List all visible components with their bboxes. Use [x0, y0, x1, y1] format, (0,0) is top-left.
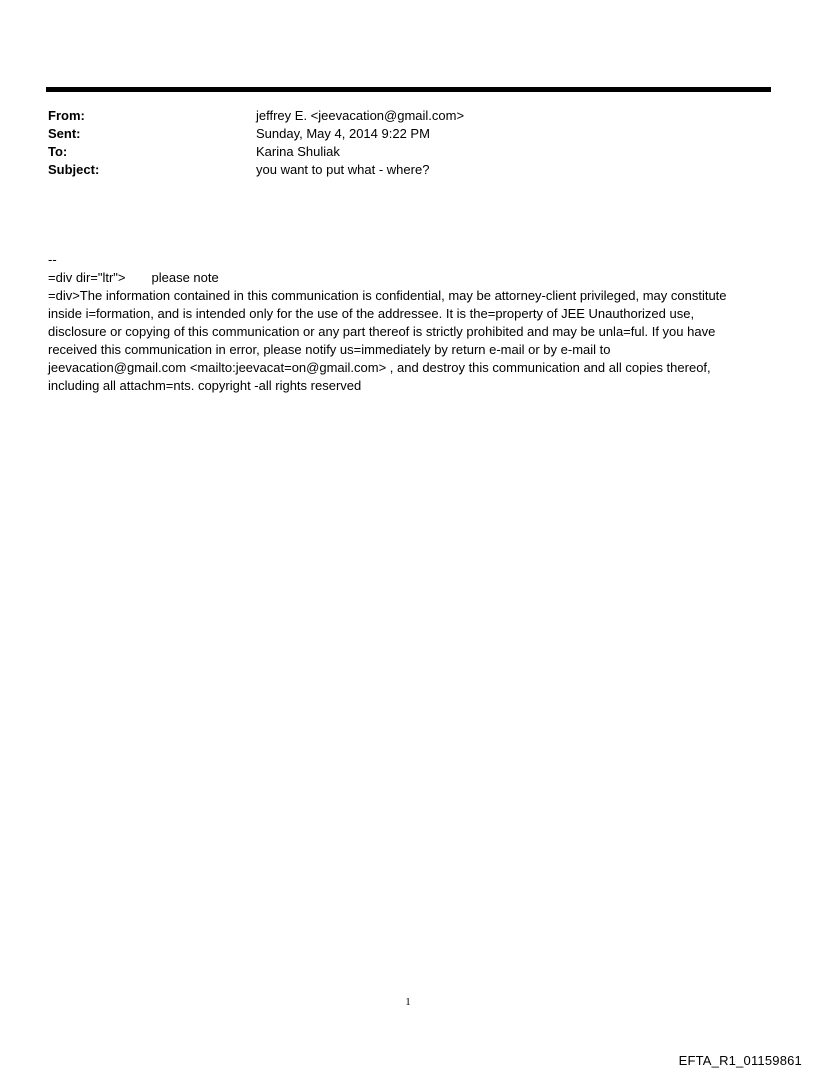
email-body: [48, 251, 773, 395]
confidentiality-notice-line: jeevacation@gmail.com <mailto:jeevacat=on@gmail.com> , and destroy this communication and all copies thereof,: [48, 360, 711, 375]
signature-separator: --: [48, 252, 57, 267]
page-number: 1: [405, 996, 411, 1008]
subject-row: [48, 161, 768, 179]
div-tag-line: [48, 269, 773, 287]
to-row: [48, 143, 768, 161]
to-label: To:: [48, 144, 68, 159]
header-divider: [46, 87, 771, 92]
email-header: [48, 107, 768, 179]
subject-label: Subject:: [48, 162, 100, 177]
to-value: Karina Shuliak: [256, 144, 340, 159]
confidentiality-notice-line: received this communication in error, please notify us=immediately by return e-mail or by e-mail to: [48, 342, 611, 357]
sent-value: Sunday, May 4, 2014 9:22 PM: [256, 126, 430, 141]
div-tag-text: =div dir="ltr">: [48, 270, 126, 285]
sent-row: [48, 125, 768, 143]
confidentiality-notice-line: disclosure or copying of this communication or any part thereof is strictly prohibited and may be unla=ful. If you have: [48, 324, 716, 339]
from-row: [48, 107, 768, 125]
subject-value: you want to put what - where?: [256, 162, 430, 177]
from-label: From:: [48, 108, 85, 123]
please-note-text: please note: [151, 270, 219, 285]
confidentiality-notice-line: inside i=formation, and is intended only for the use of the addressee. It is the=property of JEE Unauthorized use,: [48, 306, 695, 321]
document-id: EFTA_R1_01159861: [678, 1053, 802, 1068]
from-value: jeffrey E. <jeevacation@gmail.com>: [256, 108, 465, 123]
sent-label: Sent:: [48, 126, 81, 141]
confidentiality-notice-line: =div>The information contained in this communication is confidential, may be attorney-client privileged, may constitute: [48, 288, 727, 303]
confidentiality-notice-line: including all attachm=nts. copyright -all rights reserved: [48, 378, 362, 393]
